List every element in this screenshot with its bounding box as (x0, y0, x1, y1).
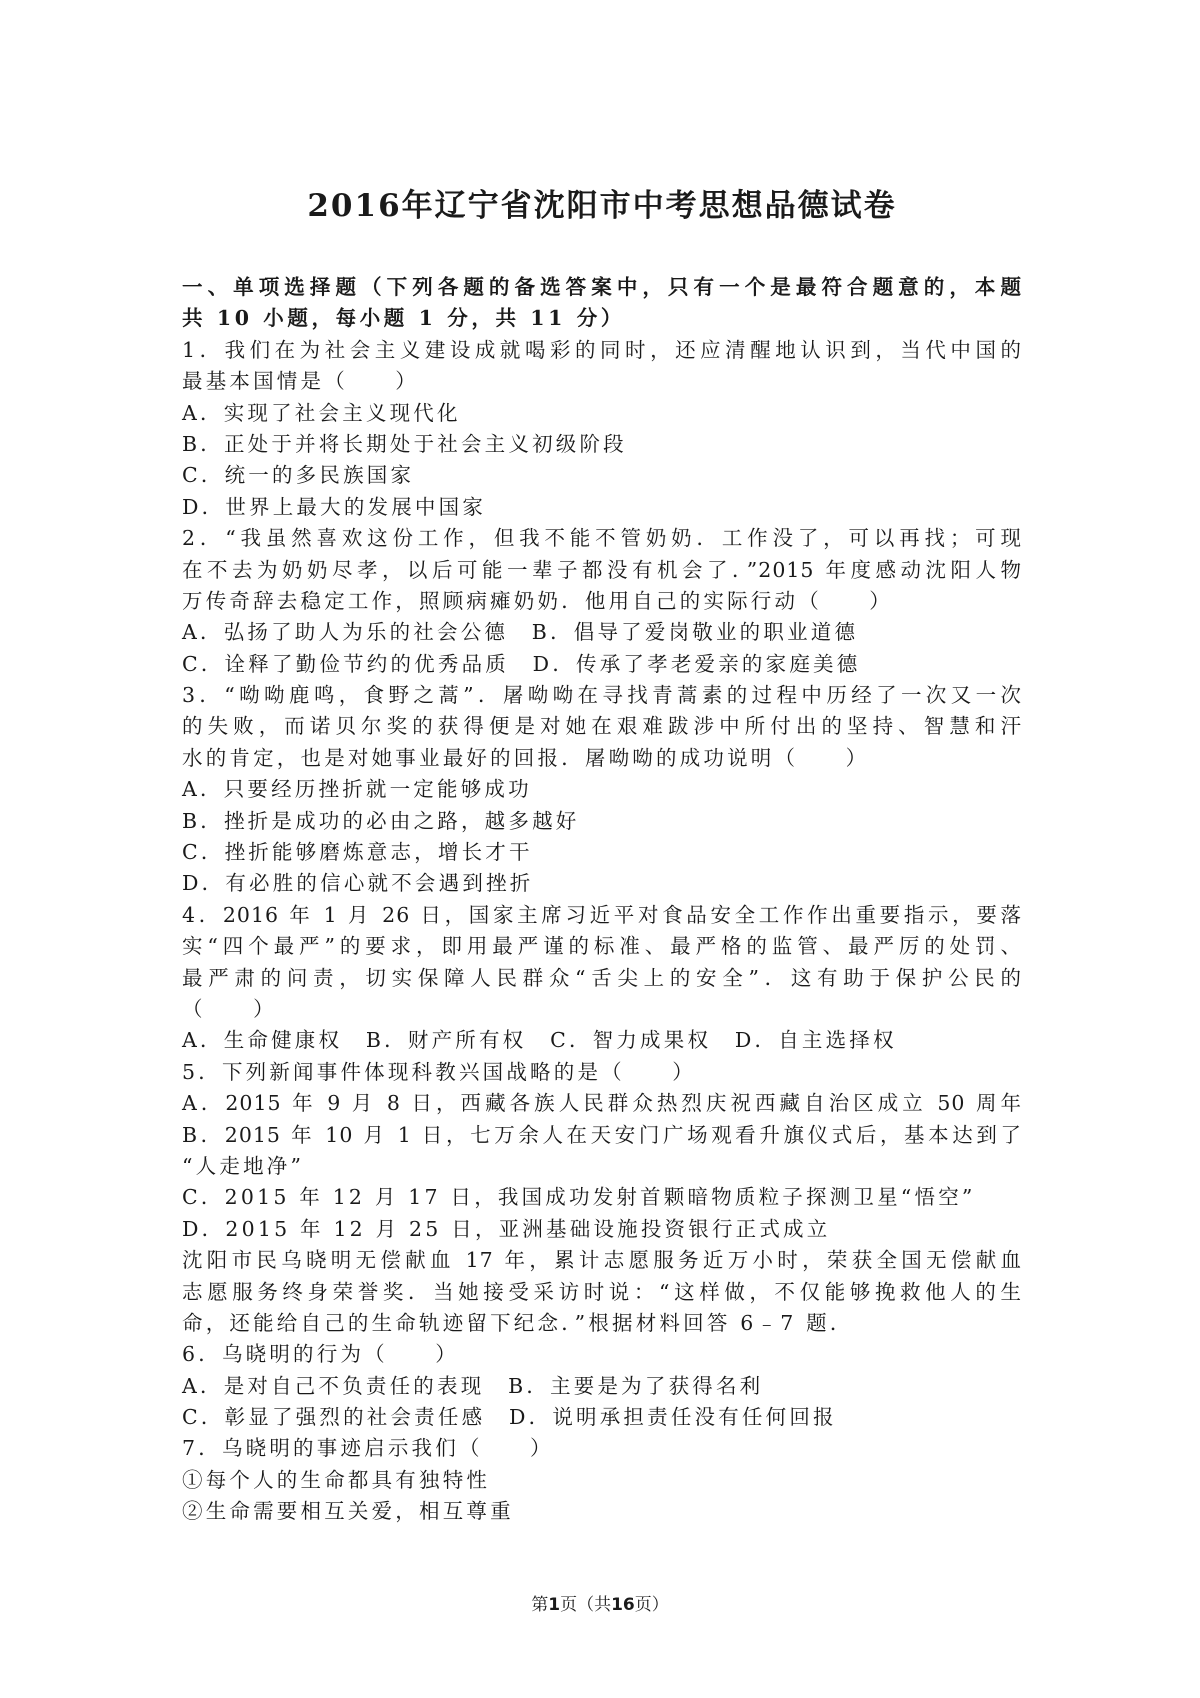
text-line: 最基本国情是（ ） (182, 369, 419, 394)
text-line: ②生命需要相互关爱，相互尊重 (182, 1499, 514, 1524)
text-line: 的失败，而诺贝尔奖的获得便是对她在艰难跋涉中所付出的坚持、智慧和汗 (182, 714, 1022, 739)
page-footer (0, 1590, 1200, 1615)
text-line: C．诠释了勤俭节约的优秀品质 D．传承了孝老爱亲的家庭美德 (182, 651, 861, 676)
text-line: 1．我们在为社会主义建设成就喝彩的同时，还应清醒地认识到，当代中国的 (182, 337, 1022, 362)
text-line: 共 10 小题，每小题 1 分，共 11 分） (182, 306, 625, 331)
text-line: C．彰显了强烈的社会责任感 D．说明承担责任没有任何回报 (182, 1405, 837, 1430)
text-line: D．世界上最大的发展中国家 (182, 494, 487, 519)
footer-prefix: 第 (531, 1595, 549, 1615)
text-line: 万传奇辞去稳定工作，照顾病瘫奶奶．他用自己的实际行动（ ） (182, 588, 893, 613)
text-line: A．生命健康权 B．财产所有权 C．智力成果权 D．自主选择权 (182, 1028, 897, 1053)
text-line: 5．下列新闻事件体现科教兴国战略的是（ ） (182, 1059, 696, 1084)
text-line: 命，还能给自己的生命轨迹留下纪念．”根据材料回答 6﹣7 题． (182, 1310, 854, 1335)
text-line: 4．2016 年 1 月 26 日，国家主席习近平对食品安全工作作出重要指示，要落 (182, 902, 1022, 927)
text-line: ①每个人的生命都具有独特性 (182, 1467, 491, 1492)
text-line: 6．乌晓明的行为（ ） (182, 1342, 459, 1367)
text-line: “人走地净” (182, 1153, 305, 1178)
text-line: （ ） (182, 996, 277, 1021)
footer-middle: 页（共 (560, 1595, 612, 1615)
text-line: A．是对自己不负责任的表现 B．主要是为了获得名利 (182, 1373, 764, 1398)
text-line: C．统一的多民族国家 (182, 463, 415, 488)
text-line: 一、单项选择题（下列各题的备选答案中，只有一个是最符合题意的，本题 (182, 275, 1022, 299)
text-line: B．正处于并将长期处于社会主义初级阶段 (182, 431, 627, 456)
text-line: A．只要经历挫折就一定能够成功 (182, 777, 532, 802)
text-line: 2．“我虽然喜欢这份工作，但我不能不管奶奶．工作没了，可以再找；可现 (182, 526, 1022, 551)
footer-suffix: 页） (634, 1595, 669, 1615)
text-line: 7．乌晓明的事迹启示我们（ ） (182, 1436, 554, 1461)
exam-body (182, 272, 1022, 1528)
footer-page-number: 1 (548, 1595, 561, 1615)
text-line: 志愿服务终身荣誉奖．当她接受采访时说：“这样做，不仅能够挽救他人的生 (182, 1279, 1022, 1304)
text-line: B．2015 年 10 月 1 日，七万余人在天安门广场观看升旗仪式后，基本达到了 (182, 1122, 1022, 1147)
text-line: A．2015 年 9 月 8 日，西藏各族人民群众热烈庆祝西藏自治区成立 50 周年 (182, 1091, 1022, 1116)
text-line: B．挫折是成功的必由之路，越多越好 (182, 808, 580, 833)
text-line: 水的肯定，也是对她事业最好的回报．屠呦呦的成功说明（ ） (182, 745, 870, 770)
text-line: 沈阳市民乌晓明无偿献血 17 年，累计志愿服务近万小时，荣获全国无偿献血 (182, 1248, 1022, 1273)
text-line: 3．“呦呦鹿鸣，食野之蒿”．屠呦呦在寻找青蒿素的过程中历经了一次又一次 (182, 683, 1022, 708)
text-line: A．弘扬了助人为乐的社会公德 B．倡导了爱岗敬业的职业道德 (182, 620, 859, 645)
text-line: 在不去为奶奶尽孝，以后可能一辈子都没有机会了．”2015 年度感动沈阳人物 (182, 557, 1022, 582)
text-line: D．有必胜的信心就不会遇到挫折 (182, 871, 534, 896)
text-line: D．2015 年 12 月 25 日，亚洲基础设施投资银行正式成立 (182, 1216, 831, 1241)
text-line: C．2015 年 12 月 17 日，我国成功发射首颗暗物质粒子探测卫星“悟空” (182, 1185, 976, 1210)
text-line: A．实现了社会主义现代化 (182, 400, 461, 425)
text-line: C．挫折能够磨炼意志，增长才干 (182, 840, 533, 865)
footer-total-pages: 16 (611, 1595, 635, 1615)
exam-title: 2016年辽宁省沈阳市中考思想品德试卷 (307, 188, 897, 224)
text-line: 最严肃的问责，切实保障人民群众“舌尖上的安全”．这有助于保护公民的 (182, 965, 1022, 990)
text-line: 实“四个最严”的要求，即用最严谨的标准、最严格的监管、最严厉的处罚、 (182, 934, 1022, 959)
